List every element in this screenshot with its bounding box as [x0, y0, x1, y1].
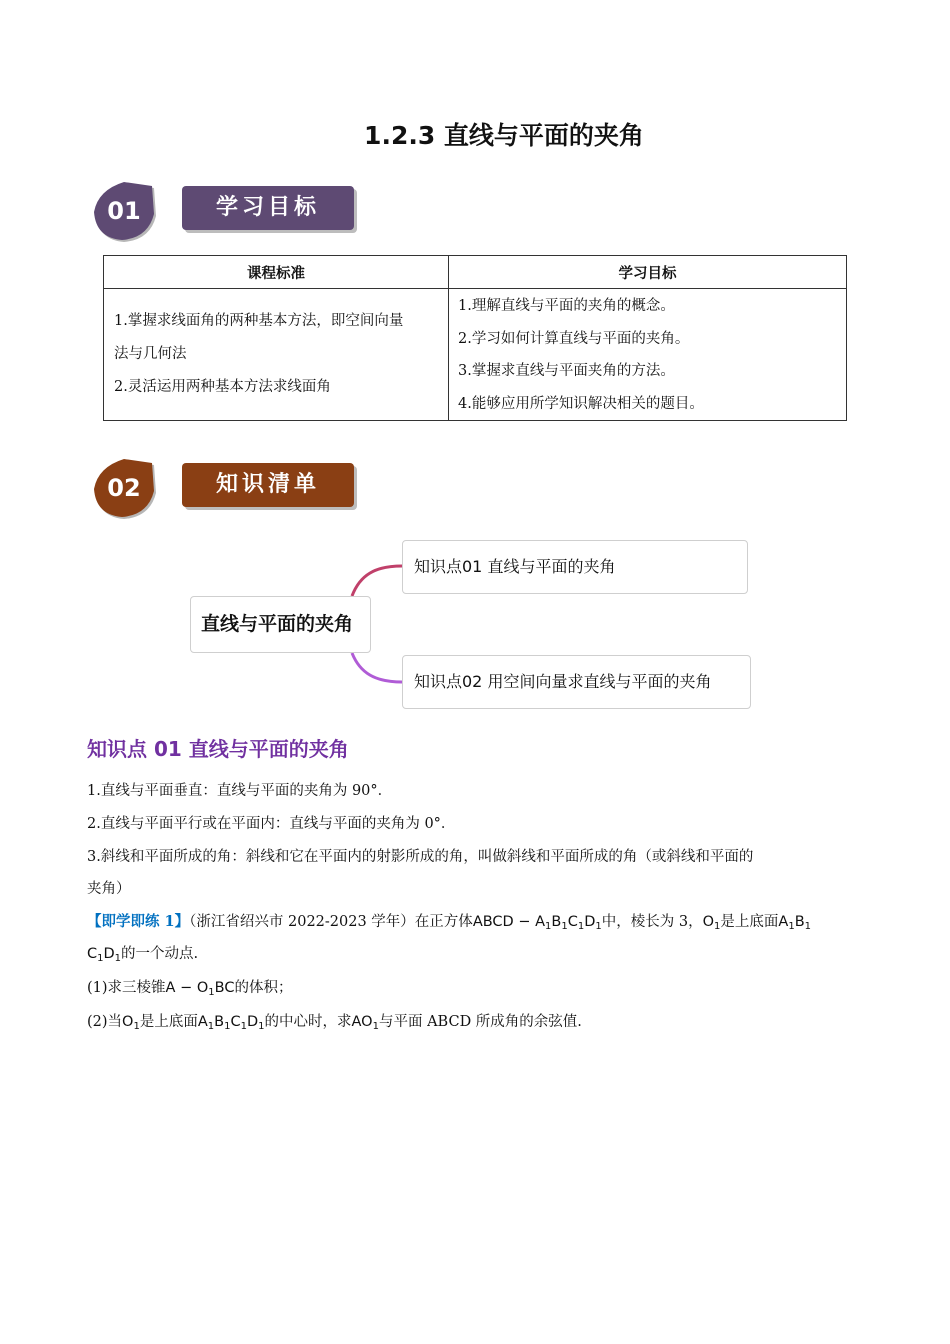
math-cube: ABCD − $A_1B_1C_1D_1$	[472, 914, 602, 932]
math-pyramid: $A - O_1BC$	[165, 980, 235, 998]
knowledge-line-1: 1.直线与平面垂直：直线与平面的夹角为 90°．	[87, 783, 393, 799]
objective-line: 2.学习如何计算直线与平面的夹角。	[458, 330, 690, 347]
math-face-cont: $C_1D_1$	[87, 946, 122, 964]
objective-line: 4.能够应用所学知识解决相关的题目。	[458, 395, 704, 412]
math-segment: $AO_1$	[351, 1014, 379, 1032]
objective-line: 1.理解直线与平面的夹角的概念。	[458, 298, 675, 314]
exercise-text: 是上底面	[720, 914, 779, 930]
exercise-tag: 【即学即练 1】	[87, 913, 190, 930]
section-number: 02	[107, 474, 141, 502]
question-text: (1)求三棱锥	[87, 980, 166, 996]
section-banner-goals: 学习目标	[182, 186, 354, 230]
question-text: 的中心时，求	[264, 1014, 352, 1030]
math-point: $O_1$	[122, 1014, 140, 1032]
knowledge-line-2: 2.直线与平面平行或在平面内：直线与平面的夹角为 0°．	[87, 816, 456, 832]
question-text: 的体积；	[234, 980, 293, 996]
mindmap-branch-1: 知识点01 直线与平面的夹角	[402, 540, 748, 594]
standard-line: 2.灵活运用两种基本方法求线面角	[114, 379, 331, 395]
section-banner-knowledge: 知识清单	[182, 463, 354, 507]
question-text: (2)当	[87, 1014, 123, 1030]
math-point: $O_1$	[702, 914, 721, 932]
table-header-standards: 课程标准	[104, 256, 449, 289]
exercise-source: （浙江省绍兴市 2022-2023 学年）在正方体	[189, 914, 473, 930]
exercise-text: 的一个动点.	[121, 946, 199, 962]
knowledge-heading: 知识点 01 直线与平面的夹角	[87, 737, 349, 761]
table-header-objectives: 学习目标	[449, 256, 847, 289]
exercise-line-2	[87, 942, 198, 963]
page-title: 1.2.3 直线与平面的夹角	[364, 121, 644, 150]
question-text: 与平面 ABCD 所成角的余弦值.	[378, 1014, 582, 1030]
knowledge-line-4: 夹角）	[87, 881, 131, 897]
standard-line: 1.掌握求线面角的两种基本方法，即空间向量	[114, 313, 404, 329]
connector-lower	[352, 653, 402, 682]
knowledge-line-3: 3.斜线和平面所成的角：斜线和它在平面内的射影所成的角，叫做斜线和平面所成的角（或斜线和平面的	[87, 849, 754, 865]
exercise-line-1	[87, 910, 811, 931]
connector-upper	[352, 566, 402, 596]
math-face: $A_1B_1$	[778, 914, 812, 932]
exercise-text: 中，棱长为 3，	[601, 914, 703, 930]
exercise-question-1	[87, 976, 292, 997]
standard-line: 法与几何法	[114, 346, 187, 362]
math-face: $A_1B_1C_1D_1$	[197, 1014, 265, 1032]
question-text: 是上底面	[139, 1014, 198, 1030]
mindmap-branch-2: 知识点02 用空间向量求直线与平面的夹角	[402, 655, 751, 709]
exercise-question-2	[87, 1010, 582, 1031]
objective-line: 3.掌握求直线与平面夹角的方法。	[458, 363, 675, 379]
section-number: 01	[107, 197, 141, 225]
mindmap-center-node: 直线与平面的夹角	[190, 596, 371, 653]
